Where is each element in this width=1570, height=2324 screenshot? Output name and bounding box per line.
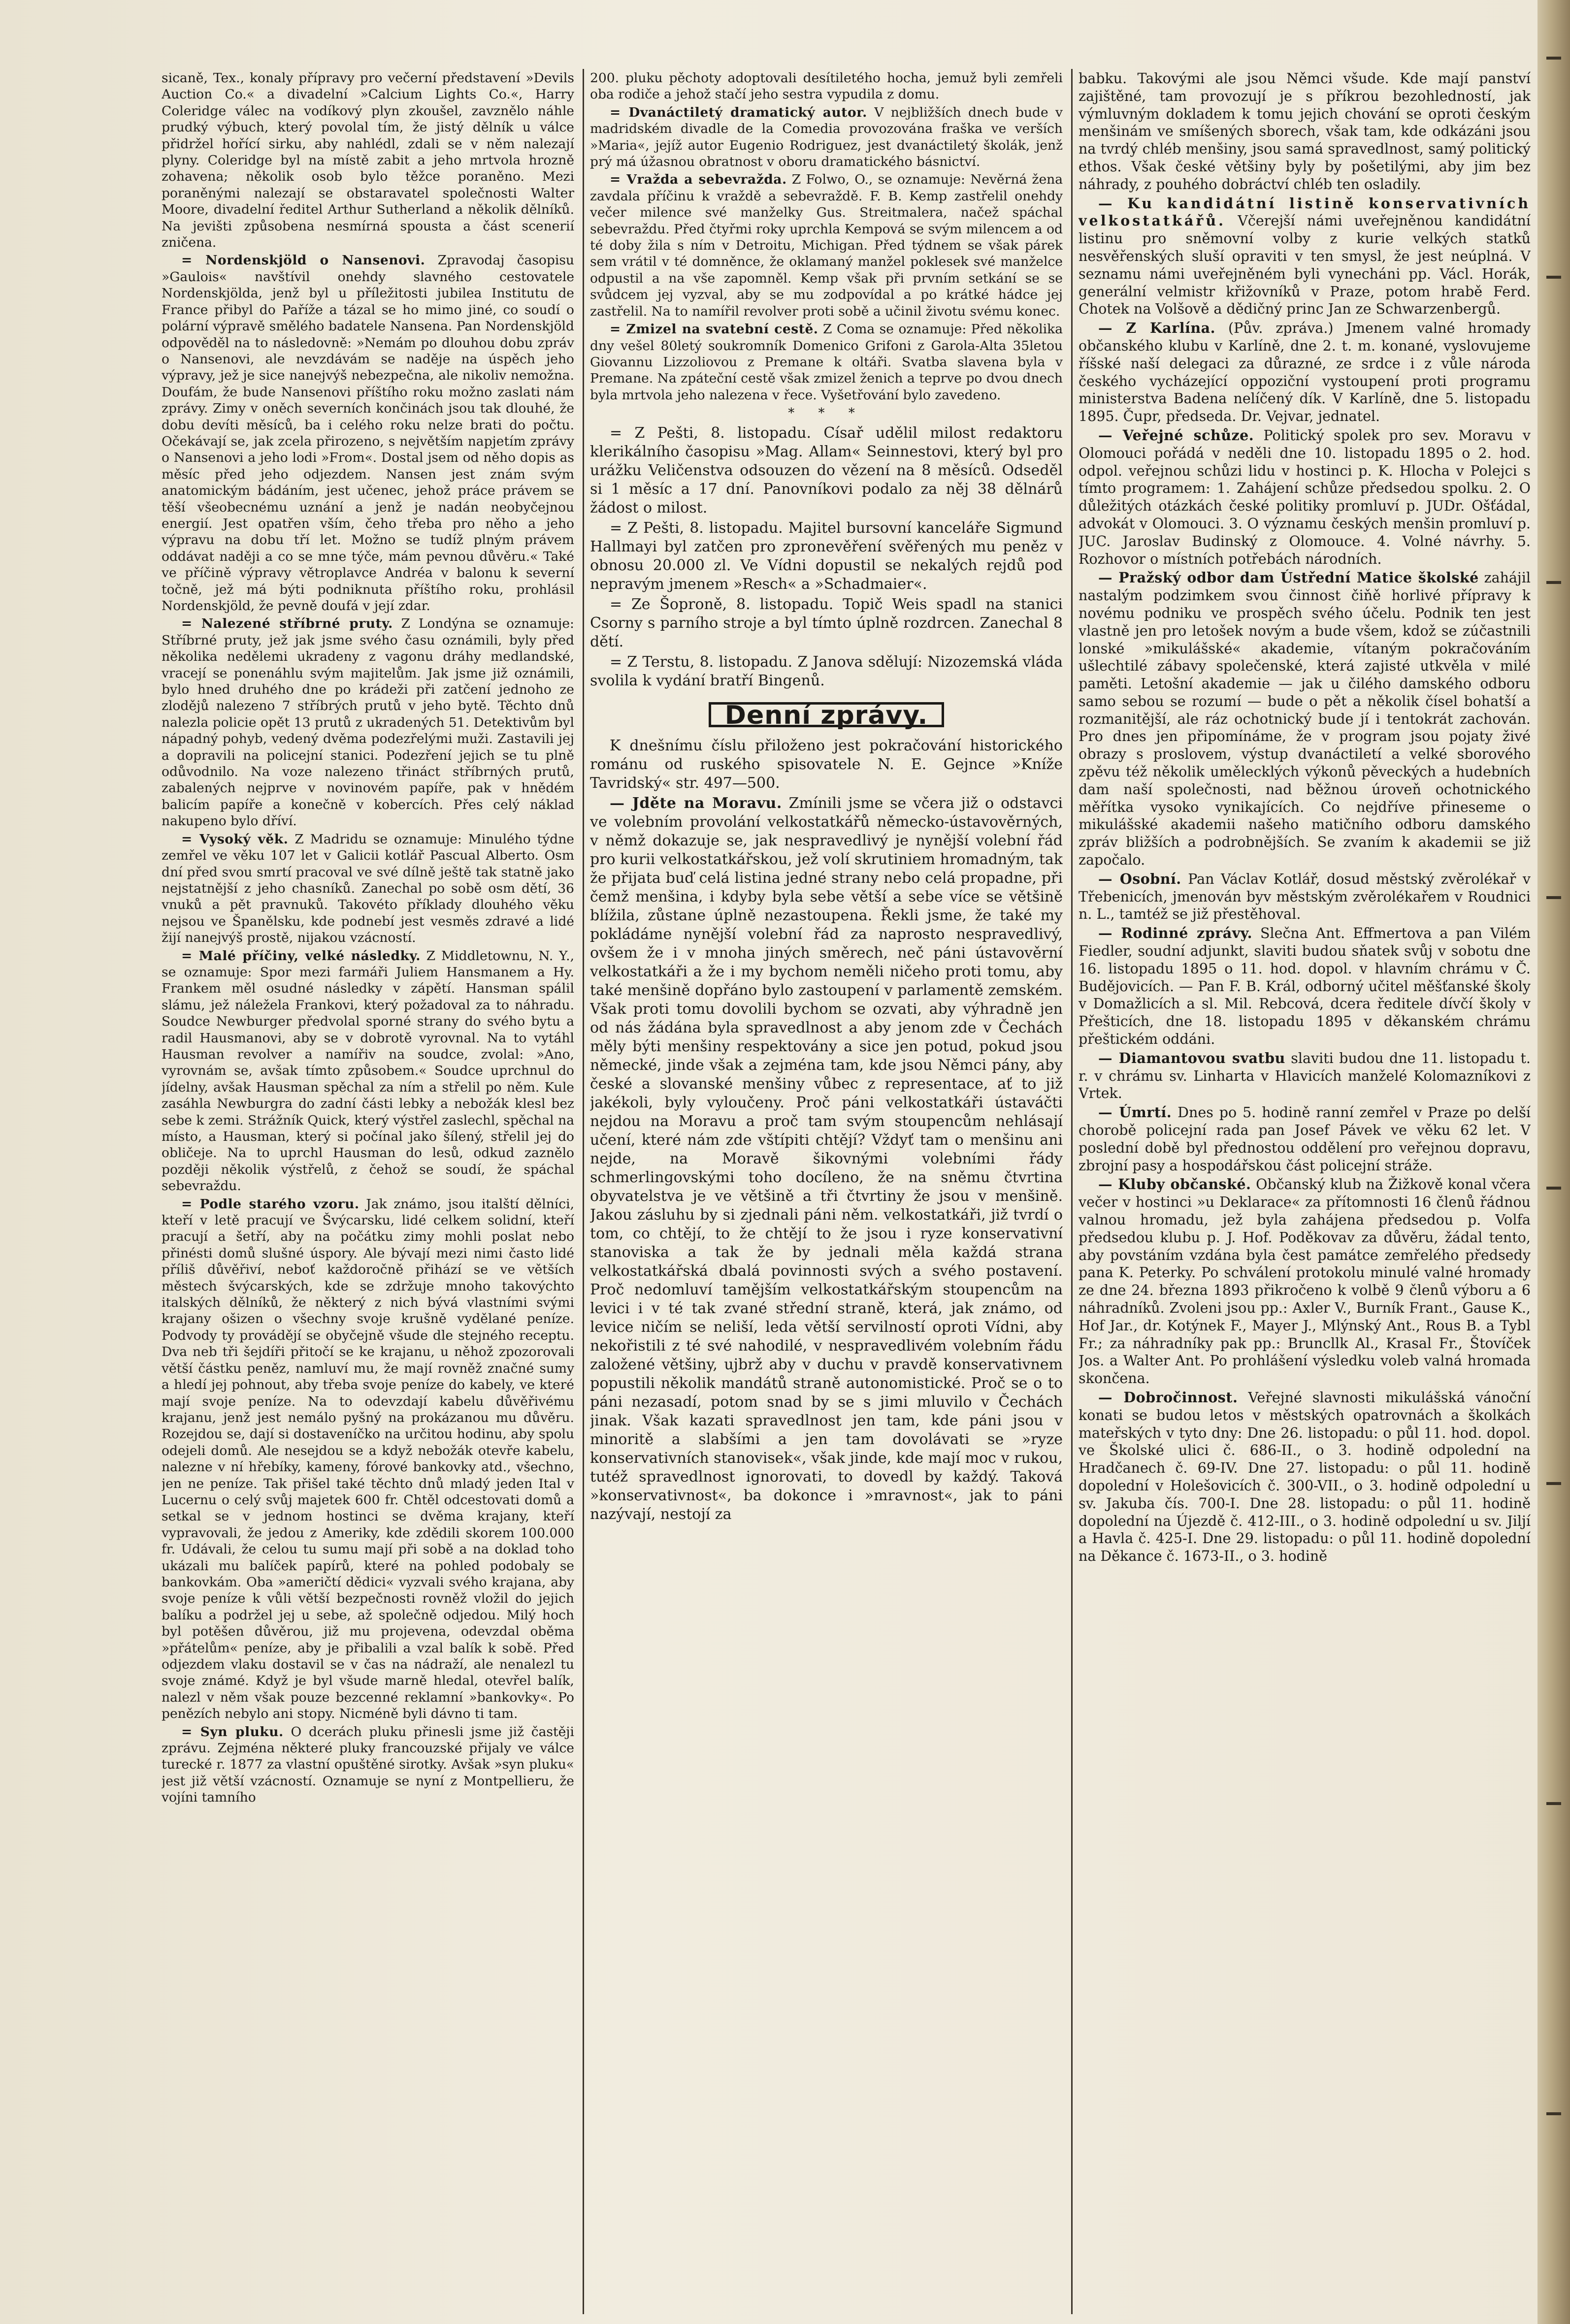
telegram-item: = Z Pešti, 8. listopadu. Majitel bursovní kanceláře Sigmund Hallmayi byl zatčen pro zpronevěření svěřených mu peněz v obnosu 20.000 zl. Ve Vídni dopustil se nekalých rejdů pod nepravým jmenem »Resch« a »Schadmaier«.	[590, 519, 1063, 593]
article-heading: — Z Karlína.	[1098, 320, 1216, 337]
article-paragraph	[1079, 320, 1531, 425]
article-paragraph	[590, 104, 1063, 170]
article-text: Občanský klub na Žižkově konal včera večer v hostinci »u Deklarace« za přítomnosti 16 členů řádnou valnou hromadu, jež byla zahájena předsedou p. Volfa předsedou klubu p. J. Hof. Poděkovav za důvěru, žádal tento, aby povstáním vzdána byla čest památce zemřelého předsedy pana K. Peterky. Po schválení protokolu minulé valné hromady ze dne 24. března 1893 přikročeno k volbě 9 členů výboru a 6 náhradníků. Zvoleni jsou pp.: Axler V., Burník Frant., Gause K., Hof Jar., dr. Kotýnek F., Mayer J., Mlýnský Ant., Rous B. a Tybl Fr.; za náhradníky pak pp.: Bruncllk Al., Krasal Fr., Štovíček Jos. a Walter Ant. Po prohlášení výsledku voleb valná hromada skončena.	[1079, 1176, 1531, 1387]
telegram-item: = Z Pešti, 8. listopadu. Císař udělil milost redaktoru klerikálního časopisu »Mag. Allam« Seinnestovi, který byl pro urážku Veličenstva odsouzen do vězení na 8 měsíců. Odseděl si 1 měsíc a 17 dní. Panovníkovi podalo za něj 38 dělnárů žádost o milost.	[590, 424, 1063, 516]
article-text: Z Middletownu, N. Y., se oznamuje: Spor mezi farmáři Juliem Hansmanem a Hy. Frankem měl osudné následky v zápětí. Hansman spálil slámu, jež náležela Frankovi, který požadoval za to náhradu. Soudce Newburger předvolal sporné strany do svého bytu a radil Hausmanovi, aby se v dobrotě vyrovnal. Na to vytáhl Hausman revolver a namířiv na soudce, zvolal: »Ano, vyrovnám se, avšak tímto způsobem.« Soudce uprchnul do jídelny, avšak Hausman spěchal za ním a střelil po něm. Kule zasáhla Newburgra do zadní části lebky a nebožák klesl bez sebe k zemi. Strážník Quick, který výstřel zaslechl, spěchal na místo, a Hausman, který si počínal jako šílený, střelil jej do obličeje. Na to uprchl Hausman do lesů, odkud zaznělo později několik výstřelů, z čehož se soudí, že spáchal sebevraždu.	[162, 948, 574, 1194]
article-heading: = Nalezené stříbrné pruty.	[181, 616, 393, 632]
article-text: slaviti budou dne 11. listopadu t. r. v chrámu sv. Linharta v Hlavicích manželé Kolomazníkovi z Vrtek.	[1079, 1050, 1531, 1102]
article-heading: — Pražský odbor dam Ústřední Matice školské	[1098, 569, 1479, 586]
article-heading: — Jděte na Moravu.	[610, 794, 782, 812]
article-text: Jak známo, jsou italští dělníci, kteří v letě pracují ve Švýcarsku, lidé celkem solidní, kteří pracují a šetří, aby na počátku zimy mohli poslat nebo přinésti domů slušné úspory. Ale bývají mezi nimi často lidé příliš důvěřiví, neboť každoročně přihází se ve větších městech švýcarských, kde se zdržuje mnoho takovýchto italských dělníků, že některý z nich bývá vlastními svými krajany ošizen o všechny svoje krušně vydělané peníze. Podvody ty provádějí se obyčejně všude dle stejného receptu. Dva neb tři šejdíři přitočí se ke krajanu, u něhož zpozorovali větší částku peněz, namluví mu, že mají rovněž značné sumy a hledí jej pohnout, aby třeba svoje peníze do kabely, ve které mají svoje peníze. Na to odevzdají kabelu důvěřivému krajanu, jenž jest nemálo pyšný na prokázanou mu důvěru. Rozejdou se, dají si dostaveníčko na určitou hodinu, aby spolu odejeli domů. Ale nesejdou se a když nebožák otevře kabelu, nalezne v ní hřebíky, kameny, fórové bankovky atd., všechno, jen ne peníze. Tak přišel také těchto dnů mladý jeden Ital v Lucernu o celý svůj majetek 600 fr. Chtěl odcestovati domů a setkal se v jednom hostinci se dvěma krajany, kteří vypravovali, že jedou z Ameriky, kde zdědili skorem 100.000 fr. Udávali, že celou tu sumu mají při sobě a na doklad toho ukázali mu balíček papírů, které na pohled podobaly se bankovkám. Oba »američtí dědici« vyzvali svého krajana, aby svoje peníze k vůli větší bezpečnosti rovněž vložil do jejich balíku a podržel jej u sebe, až společně odjedou. Milý hoch byl potěšen důvěrou, již mu projevena, odevzdal oběma »přátelům« peníze, aby je přibalili a vzal balík k sobě. Před odjezdem vlaku dostavil se v čas na nádraží, ale nenalezl tu svoje známé. Když je byl všude marně hledal, otevřel balík, nalezl v něm však pouze bezcenné reklamní »bankovky«. Po penězích nebylo ani stopy. Nicméně byli dávno ti tam.	[162, 1196, 574, 1722]
column-rule-1	[583, 69, 584, 2314]
article-text: Dnes po 5. hodině ranní zemřel v Praze po delší chorobě policejní rada pan Josef Pávek ve věku 62 let. V poslední době byl přednostou oddělení pro veřejnou dopravu, zbrojní pasy a hospodářskou část policejní stráže.	[1079, 1104, 1531, 1174]
article-heading: — Rodinné zprávy.	[1098, 925, 1253, 942]
article-paragraph	[162, 1724, 574, 1806]
article-paragraph	[1079, 925, 1531, 1048]
article-text: Slečna Ant. Effmertova a pan Vilém Fiedler, soudní adjunkt, slaviti budou sňatek svůj v sobotu dne 16. listopadu 1895 o 11. hod. dopol. v hlavním chrámu v Č. Budějovicích. — Pan F. B. Král, odborný učitel měšťanské školy v Domažlicích a sl. Mil. Rebcová, dcera ředitele dívčí školy v Přešticích, dne 18. listopadu 1895 v děkanském chrámu přeštickém oddáni.	[1079, 925, 1531, 1048]
column-rule-2	[1071, 69, 1073, 2314]
telegram-item: = Z Terstu, 8. listopadu. Z Janova sdělují: Nizozemská vláda svolila k vydání bratří Bingenů.	[590, 653, 1063, 689]
article-paragraph	[162, 615, 574, 829]
article-heading: = Vysoký věk.	[181, 831, 289, 847]
column-2	[590, 70, 1063, 2308]
article-text: Z Londýna se oznamuje: Stříbrné pruty, jež jak jsme svého času oznámili, byly před několika nedělemi ukradeny z vagonu dráhy medlandské, vracejí se ponenáhlu svým majitelům. Jak jsme již oznámili, bylo hned druhého dne po krádeži při zatčení jednoho ze zlodějů nalezeno 7 stříbrých prutů v jeho bytě. Těchto dnů nalezla policie opět 13 prutů z ukradených 51. Detektivům byl nápadný pohyb, vedený dvěma podezřelými muži. Zastavili jej a dopravili na policejní stanici. Podezření jejich se tu plně odůvodnilo. Na voze nalezeno třináct stříbrných prutů, zabalených nejprve v novinovém papíře, pak v hnědém balicím papíře a konečně v kobercích. Přes celý náklad nakupeno bylo dříví.	[162, 616, 574, 829]
article-heading: — Diamantovou svatbu	[1098, 1049, 1285, 1066]
article-text: sicaně, Tex., konaly přípravy pro večerní představení »Devils Auction Co.« a divadelní »Calcium Lights Co.«, Harry Coleridge válec na vodíkový plyn zkoušel, zavznělo náhle prudký výbuch, který povolal tím, že jistý dělník u válce přidržel hořící sirku, aby nahlédl, zdali se v něm nalezají plyny. Coleridge byl na místě zabit a jeho mrtvola hrozně zohavena; několik osob bylo těžce poraněno. Mezi poraněnými nalezají se obstaravatel společnosti Walter Moore, divadelní ředitel Arthur Sutherland a několik dělníků. Na jevišti způsobena nesmírná spousta a část scenerií zničena.	[162, 70, 574, 251]
article-heading: = Nordenskjöld o Nansenovi.	[181, 253, 425, 268]
article-paragraph	[162, 252, 574, 614]
article-heading: — Kluby občanské.	[1098, 1176, 1251, 1193]
article-text: Veřejné slavnosti mikulášská vánoční konati se budou letos v městských opatrovnách a školkách mateřských v tyto dny: Dne 26. listopadu: o půl 11. hod. dopol. ve Školské ulici č. 686-II., o 3. hodině odpolední na Hradčanech č. 69-IV. Dne 27. listopadu: o půl 11. hodině dopolední v Holešovicích č. 300-VII., o 3. hodině odpolední u sv. Jakuba čís. 700-I. Dne 28. listopadu: o půl 11. hodině dopolední na Újezdě č. 412-III., o 3. hodině odpolední u sv. Jiljí a Havla č. 425-I. Dne 29. listopadu: o půl 11. hodině dopolední na Děkance č. 1673-II., o 3. hodině	[1079, 1389, 1531, 1565]
article-paragraph	[590, 171, 1063, 320]
article-paragraph	[1079, 195, 1531, 319]
article-text: (Pův. zpráva.) Jmenem valné hromady občanského klubu v Karlíně, dne 2. t. m. konané, vyslovujeme říšské naší delegaci za důrazné, ze srdce i z vůle národa českého vycházející oppoziční vystoupení proti programu ministerstva Badena nelíčený dík. V Karlíně, dne 5. listopadu 1895. Čupr, předseda. Dr. Vejvar, jednatel.	[1079, 320, 1531, 425]
article-paragraph	[1079, 1389, 1531, 1565]
article-text: Z Madridu se oznamuje: Minulého týdne zemřel ve věku 107 let v Galicii kotlář Pascual Alberto. Osm dní před svou smrtí pracoval ve své dílně ještě tak statně jako nejstatnější z jeho chasníků. Zanechal po sobě osm dětí, 36 vnuků a pět pravnuků. Takovéto příklady dlouhého věku nejsou ve Španělsku, kde podnebí jest vesměs zdravé a lidé žijí nanejvýš prostě, nijakou vzácností.	[162, 831, 574, 946]
lead-paragraph: K dnešnímu číslu přiloženo jest pokračování historického románu od ruského spisovatele N. E. Gejnce »Kníže Tavridský« str. 497—500.	[590, 737, 1063, 792]
section-stars-divider: * * *	[788, 406, 865, 421]
article-paragraph	[1079, 427, 1531, 568]
article-heading: — Dobročinnost.	[1098, 1388, 1238, 1406]
article-heading: — Úmrtí.	[1098, 1104, 1172, 1121]
column-1	[162, 70, 574, 2308]
article-paragraph	[162, 1196, 574, 1722]
article-text: V nejbližších dnech bude v madridském divadle de la Comedia provozována fraška ve verších »Maria«, jejíž autor Eugenio Rodriguez, jest dvanáctiletý školák, jenž prý má úžasnou obratnost v oboru dramatického básnictví.	[590, 104, 1063, 170]
article-text: Pan Václav Kotlář, dosud městský zvěrolékař v Třebenicích, jmenován byv městským zvěrolékařem v Roudnici n. L., tamtéž se již přestěhoval.	[1079, 871, 1531, 923]
article-heading: = Malé příčiny, velké následky.	[181, 948, 421, 964]
article-text: zahájil nastalým podzimkem svou činnost čiňě horlivé přípravy k novému podniku ve prospěch svého účelu. Podnik ten jest vlastně jen pro letošek novým a bude všem, kdož se zúčastnili lonské »mikulášské« akademie, vítaným pokračováním ušlechtilé zábavy společenské, která zajisté utkvěla v milé paměti. Letošní akademie — jak u čilého damského odboru samo sebou se rozumí — bude o pět a několik čísel bohatší a rozmanitější, ale ráz ochotnický bude jí i tentokrát zachován. Pro dnes jen připomínáme, že v program jsou pojaty živé obrazy s proslovem, výstup dvanáctiletí a velké sborového zpěvu též několik umělecklých výkonů pěveckých a hudebních dam naší společnosti, nad běžnou úroveň ochotnického měřítka vysoko vynikajících. Co nejdříve přineseme o mikulášské akademii našeho matičního odboru damského zpráv bližších a podrobnějších. Se zvaním k akademii se již započalo.	[1079, 570, 1531, 869]
section-title: Denní zprávy.	[709, 702, 944, 727]
article-paragraph	[1079, 871, 1531, 923]
article-text: Zpravodaj časopisu »Gaulois« navštívil onehdy slavného cestovatele Nordenskjölda, jenž byl u příležitosti jubilea Institutu de France přibyl do Paříže a tázal se ho mimo jiné, co soudí o polární výpravě smělého badatele Nansena. Pan Nordenskjöld odpověděl na to následovně: »Nemám po dlouhou dobu zpráv o Nansenovi, ale nevzdávám se naděje na úspěch jeho výpravy, jež je sice nanejvýš nebezpečna, ale nikoliv nemožna. Doufám, že bude Nansenovi příštího roku možno zaslati nám zprávy. Zimy v oněch severních končinách jsou tak dlouhé, že dobu devíti měsíců, ba i celého roku nelze brati do počtu. Očekávají se, jak zcela přirozeno, s největším napjetím zprávy o Nansenovi a jeho lodi »From«. Dostal jsem od něho dopis as měsíc před jeho odjezdem. Nansen jest znám svým anatomickým bádáním, jest učenec, jehož práce právem se těší všeobecnému uznání a jenž je nadán neobyčejnou energií. Jest opatřen vším, čeho třeba pro něho a jeho výpravu na dobu tří let. Možno se tudíž plným právem oddávat naději a co se mne týče, mám pevnou důvěru.« Také ve příčině výpravy větroplavce Andréa v balonu k severní točně, jež má býti podniknuta příštího roku, prohlásil Nordenskjöld, že pevně doufá v její zdar.	[162, 253, 574, 613]
article-paragraph	[1079, 1050, 1531, 1102]
column-3	[1079, 70, 1531, 2308]
article-text: 200. pluku pěchoty adoptovali desítiletého hocha, jemuž byli zemřeli oba rodiče a jehož stačí jeho sestra vypudila z domu.	[590, 70, 1063, 102]
article-text: Včerejší námi uveřejněnou kandidátní listinu pro sněmovní volby z kurie velkých statků nesvěřenských sluší opraviti v ten smysl, že jest neúplná. V seznamu námi uveřejněném byli vynecháni pp. Václ. Horák, generální velmistr křižovníků v Praze, potom hrabě Ferd. Chotek na Volšově a dědičný princ Jan ze Schwarzenbergů.	[1079, 213, 1531, 318]
article-text: Zmínili jsme se včera již o odstavci ve volebním provolání velkostatkářů německo-ústavověrných, v němž dokazuje se, jak nespravedlivý je nynější volební řád pro kurii velkostatkářskou, jež volí skrutiniem hromadným, tak že přijata buď celá listina jedné strany nebo celá propadne, při čemž menšina, i kdyby byla sebe větší a sebe více se většině blížila, zůstane úplně nezastoupena. Řekli jsme, že také my pokládáme nynější volební řád za naprosto nespravedlivý, ovšem že i v mnoha jiných směrech, neč páni ústavověrní velkostatkáři a že i my bychom neměli ničeho proti tomu, aby také menšině dopřáno bylo zastoupení v parlamentě zemském. Však proti tomu dovolili bychom se ozvati, aby výhradně jen od nás žádána byla spravedlnost a aby jenom zde v Čechách měly býti menšiny respektovány a sice jen potud, pokud jsou německé, jinde však a zejména tam, kde jsou Němci pány, aby české a slovanské menšiny vůbec z representace, ať to již jakékoli, byly vyloučeny. Proč páni velkostatkáři ústaváčti nejdou na Moravu a proč tam svým stoupencům nehlásají učení, které nám zde vštípiti chtějí? Vždyť tam o menšinu ani nejde, na Moravě šikovnými volebními řády schmerlingovskými toho docíleno, že na sněmu čtvrtina obyvatelstva je ve většině a tři čtvrtiny že jsou v menšině. Jakou zásluhu by si zjednali páni něm. velkostatkáři, již tvrdí o tom, co chtějí, to že chtějí to že jsou i ryze konservativní stanoviska a tak že by jednali měla každá strana velkostatkářská dbalá povinnosti svých a svého postavení. Proč nedomluví tamějším velkostatkářským stoupencům na levici i v té tak zvané střední straně, která, jak známo, od levice ničím se neliší, leda větší servilností oproti Vídni, aby nekořistili z té své nahodilé, v nespravedlivém volebním řádu založené většiny, ujbrž aby v duchu v pravdě konservativnem popustili několik mandátů straně autonomistické. Proč se o to páni nezasadí, potom snad by se s jimi mluvilo v Čechách jinak. Však kazati spravedlnost jen tam, kde páni jsou v minoritě a slabšími a jen tam dovolávati se »ryze konservativních stanovisek«, však jinde, kde mají moc v rukou, tutéž spravedlnost ignorovati, to dovedl by každý. Taková »konservativnost«, ba dokonce i »mravnost«, jak to páni nazývají, nestojí za	[590, 794, 1063, 1523]
article-heading: = Podle starého vzoru.	[181, 1196, 360, 1212]
article-paragraph	[162, 948, 574, 1194]
article-heading: — Osobní.	[1098, 870, 1181, 887]
article-paragraph	[1079, 1104, 1531, 1174]
article-heading: — Veřejné schůze.	[1098, 426, 1254, 444]
article-text: babku. Takovými ale jsou Němci všude. Kde mají panství zajištěné, tam provozují je s příkrou bezohledností, jak výmluvným dokladem k tomu jejich chování se oproti českým menšinám ve smíšených sborech, však tam, kde odkázáni jsou na tvrdý chléb menšiny, jsou samá spravedlnost, samý politický ethos. Však české většiny byly by pošetilými, aby jim bez náhrady, z pouhého dobráctví chléb ten osladily.	[1079, 70, 1531, 193]
article-paragraph	[162, 831, 574, 946]
section-title-box	[590, 702, 1063, 728]
article-paragraph	[590, 794, 1063, 1524]
article-text: Politický spolek pro sev. Moravu v Olomouci pořádá v neděli dne 10. listopadu 1895 o 2. hod. odpol. veřejnou schůzi lidu v hostinci p. K. Hlocha v Polejci s tímto programem: 1. Zahájení schůze předsedou spolku. 2. O důležitých otázkách české politiky promluví p. JUDr. Ošťádal, advokát v Olomouci. 3. O významu českých menšin promluví p. JUC. Jaroslav Budinský z Olomouce. 4. Volné návrhy. 5. Rozhovor o místních potřebách národních.	[1079, 427, 1531, 567]
telegram-item: = Ze Šoproně, 8. listopadu. Topič Weis spadl na stanici Csorny s parního stroje a byl tímto úplně rozdrcen. Zanechal 8 dětí.	[590, 595, 1063, 650]
article-heading: = Syn pluku.	[181, 1724, 284, 1740]
article-paragraph	[590, 321, 1063, 403]
article-paragraph	[1079, 569, 1531, 869]
article-paragraph	[1079, 1176, 1531, 1388]
article-text: Z Folwo, O., se oznamuje: Nevěrná žena zavdala příčinu k vraždě a sebevraždě. F. B. Kemp zastřelil onehdy večer milence své manželky Gus. Streitmalera, načež spáchal sebevraždu. Před čtyřmi roky uprchla Kempová se svým milencem a od té doby žila s ním v Detroitu, Michigan. Před týdnem se však párek sem vrátil v té domněnce, že oklamaný manžel poklesek své manželce odpustil a na vše zapomněl. Kemp však při prvním setkání se se svůdcem jej vyzval, aby se mu zodpovídal a po krátké hádce jej zastřelil. Na to namířil revolver proti sobě a učinil životu svému konec.	[590, 172, 1063, 319]
article-heading: = Vražda a sebevražda.	[610, 172, 787, 188]
page-edge-strip	[1537, 0, 1570, 2324]
article-heading: = Zmizel na svatební cestě.	[610, 322, 818, 337]
article-text: O dcerách pluku přinesli jsme již častěji zprávu. Zejména některé pluky francouzské přijaly ve válce turecké r. 1877 za vlastní opuštěné sirotky. Avšak »syn pluku« jest již větší vzácností. Oznamuje se nyní z Montpellieru, že vojíni tamního	[162, 1724, 574, 1806]
article-heading: = Dvanáctiletý dramatický autor.	[610, 104, 867, 120]
article-heading: — Ku kandidátní listině konservativních velkostatkářů.	[1079, 194, 1531, 229]
article-text: Z Coma se oznamuje: Před několika dny vešel 80letý soukromník Domenico Grifoni z Garola-Alta 35letou Giovannu Lizzoliovou z Premane k oltáři. Svatba slavena byla v Premane. Na zpáteční cestě však zmizel ženich a teprve po dvou dnech byla mrtvola jeho nalezena v řece. Vyšetřování bylo zavedeno.	[590, 322, 1063, 403]
